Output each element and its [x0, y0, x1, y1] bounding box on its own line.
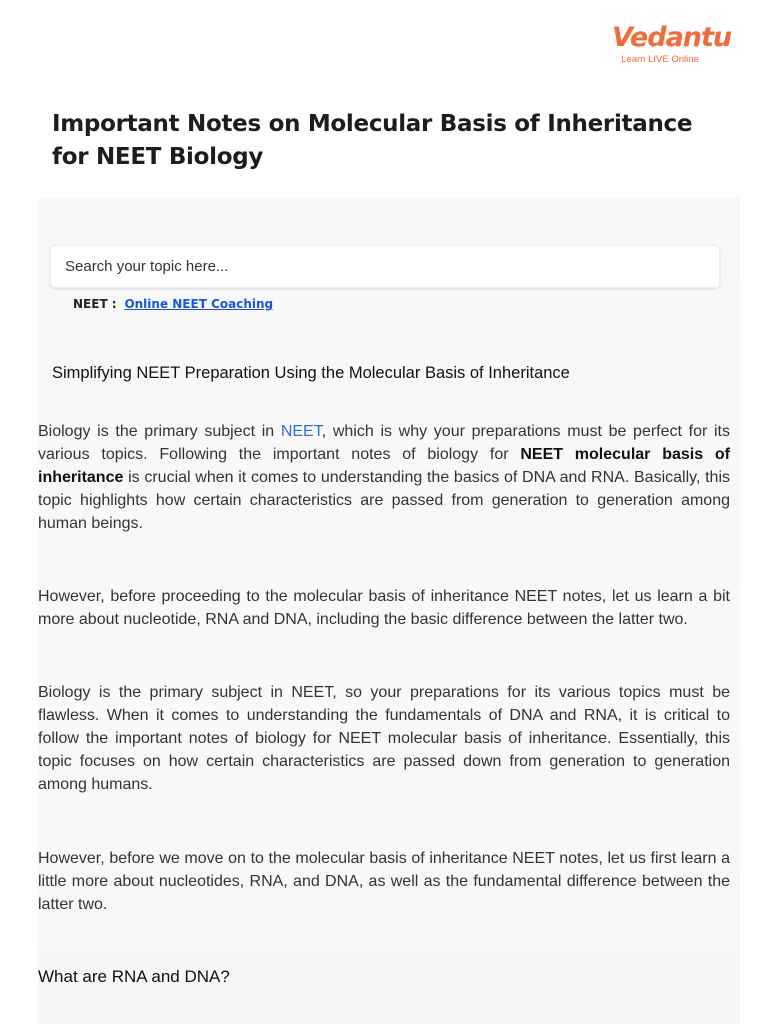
neet-link[interactable]: NEET — [280, 423, 322, 440]
rna-dna-heading: What are RNA and DNA? — [38, 967, 230, 986]
section-heading: Simplifying NEET Preparation Using the Molecular Basis of Inheritance — [52, 364, 570, 382]
paragraph-3: Biology is the primary subject in NEET, so your preparations for its various topics must be flawless. When it comes to understanding the fundamentals of DNA and RNA, it is critical to follow the important notes of biology for NEET molecular basis of inheritance. Essentially, this topic focuses on how certain characteristics are passed down from generation to generation among humans. — [38, 684, 730, 793]
search-box[interactable] — [50, 245, 720, 288]
search-input[interactable] — [65, 246, 705, 287]
breadcrumb — [73, 296, 273, 312]
paragraph-4: However, before we move on to the molecular basis of inheritance NEET notes, let us first learn a little more about nucleotides, RNA, and DNA, as well as the fundamental difference between the latter two. — [38, 850, 730, 913]
online-neet-coaching-link[interactable]: Online NEET Coaching — [124, 297, 274, 311]
paragraph-text: , which is why your preparations must be perfect for its various topics. Following the important notes of biology for — [38, 423, 730, 463]
breadcrumb-label: NEET : — [73, 297, 117, 311]
paragraph-2: However, before proceeding to the molecular basis of inheritance NEET notes, let us learn a bit more about nucleotide, RNA and DNA, including the basic difference between the latter two. — [38, 588, 730, 628]
logo-tagline: Learn LIVE Online — [621, 54, 699, 65]
page-title: Important Notes on Molecular Basis of Inheritance for NEET Biology — [52, 111, 693, 170]
vedantu-logo[interactable] — [612, 22, 732, 65]
bold-keyword: NEET molecular basis of inheritance — [38, 446, 730, 486]
logo-wordmark: Vedantu — [612, 22, 732, 53]
intro-paragraph — [38, 420, 730, 535]
paragraph-text: Biology is the primary subject in — [38, 423, 281, 440]
paragraph-text: is crucial when it comes to understanding the basics of DNA and RNA. Basically, this topic highlights how certain characteristics are passed from generation to generation among human beings. — [38, 469, 730, 532]
